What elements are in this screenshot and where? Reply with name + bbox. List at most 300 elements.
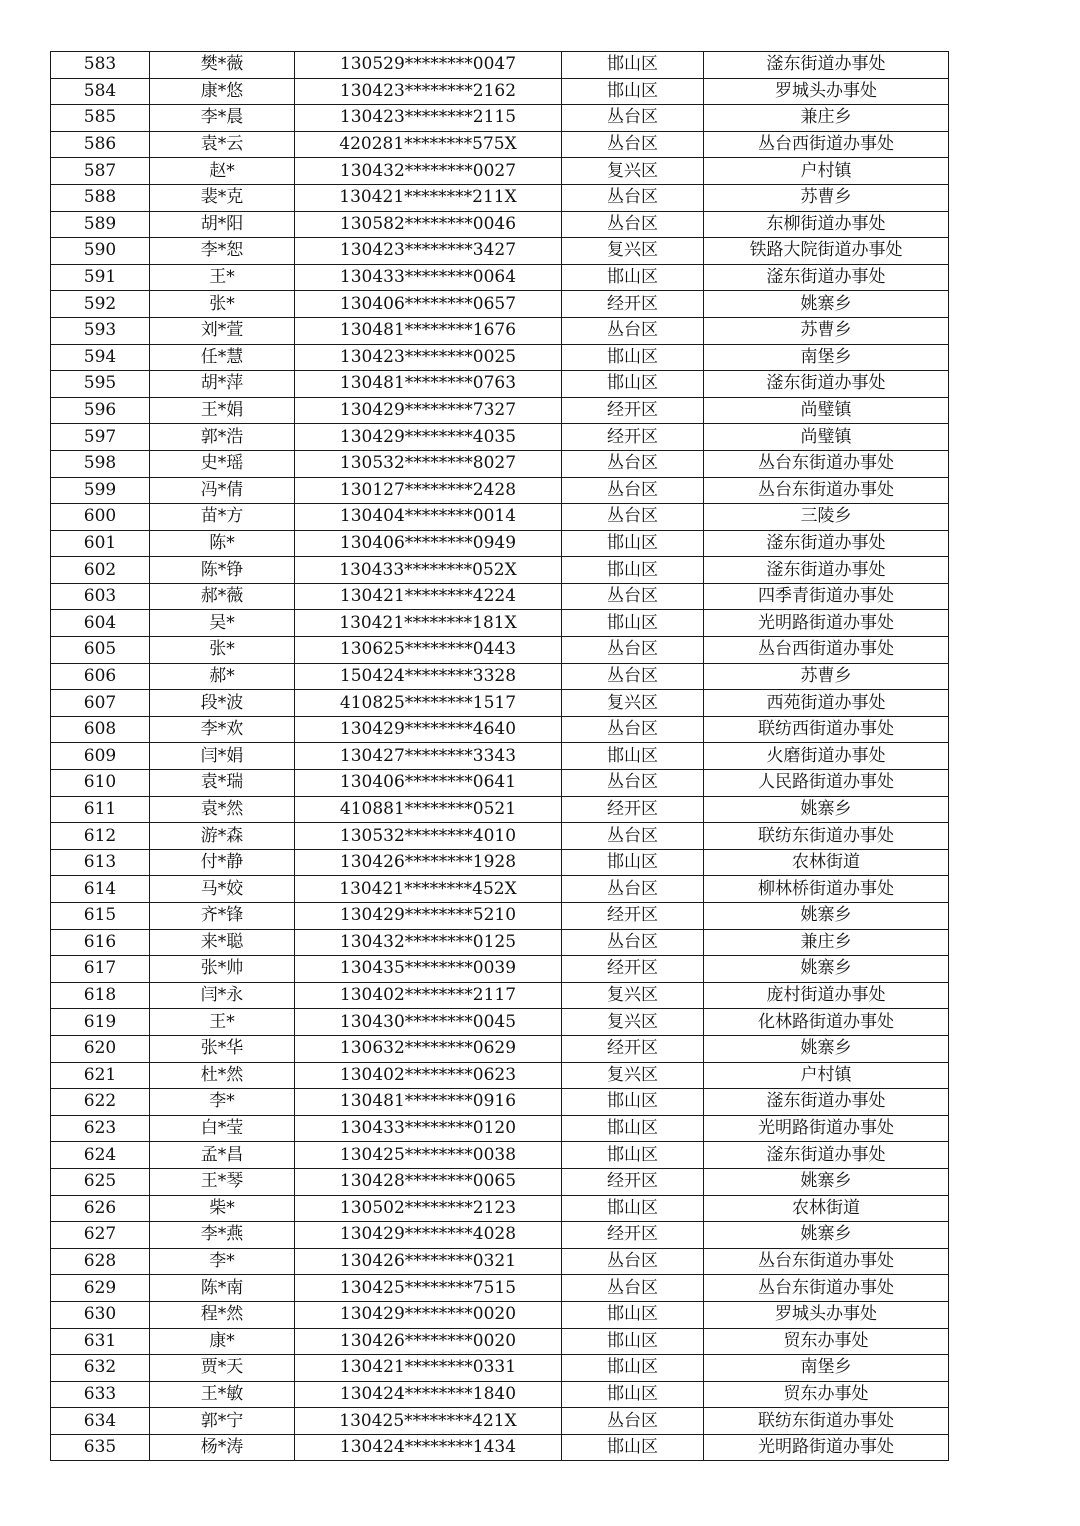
district-cell: 经开区 bbox=[562, 796, 704, 823]
table-row bbox=[51, 1248, 949, 1275]
row-number-cell: 586 bbox=[51, 131, 150, 158]
id-number-cell: 130433********052X bbox=[295, 557, 562, 584]
district-cell: 丛台区 bbox=[562, 211, 704, 238]
table-row bbox=[51, 317, 949, 344]
row-number-cell: 619 bbox=[51, 1009, 150, 1036]
name-cell: 樊*薇 bbox=[150, 52, 295, 79]
table-row bbox=[51, 397, 949, 424]
table-row bbox=[51, 211, 949, 238]
district-cell: 经开区 bbox=[562, 1222, 704, 1249]
name-cell: 李*晨 bbox=[150, 105, 295, 132]
table-row bbox=[51, 1009, 949, 1036]
row-number-cell: 601 bbox=[51, 530, 150, 557]
row-number-cell: 604 bbox=[51, 610, 150, 637]
table-row bbox=[51, 903, 949, 930]
district-cell: 丛台区 bbox=[562, 876, 704, 903]
district-cell: 邯山区 bbox=[562, 78, 704, 105]
name-cell: 孟*昌 bbox=[150, 1142, 295, 1169]
id-number-cell: 130429********5210 bbox=[295, 903, 562, 930]
row-number-cell: 585 bbox=[51, 105, 150, 132]
id-number-cell: 130429********4640 bbox=[295, 716, 562, 743]
table-row bbox=[51, 583, 949, 610]
name-cell: 李*恕 bbox=[150, 238, 295, 265]
name-cell: 齐*锋 bbox=[150, 903, 295, 930]
district-cell: 邯山区 bbox=[562, 743, 704, 770]
id-number-cell: 130481********0763 bbox=[295, 371, 562, 398]
table-row bbox=[51, 1355, 949, 1382]
id-number-cell: 130421********181X bbox=[295, 610, 562, 637]
district-cell: 邯山区 bbox=[562, 1328, 704, 1355]
table-row bbox=[51, 557, 949, 584]
row-number-cell: 589 bbox=[51, 211, 150, 238]
row-number-cell: 607 bbox=[51, 690, 150, 717]
subdistrict-cell: 兼庄乡 bbox=[704, 929, 949, 956]
subdistrict-cell: 化林路街道办事处 bbox=[704, 1009, 949, 1036]
name-cell: 李*燕 bbox=[150, 1222, 295, 1249]
name-cell: 杜*然 bbox=[150, 1062, 295, 1089]
name-cell: 康*悠 bbox=[150, 78, 295, 105]
subdistrict-cell: 户村镇 bbox=[704, 1062, 949, 1089]
id-number-cell: 130406********0641 bbox=[295, 770, 562, 797]
name-cell: 赵* bbox=[150, 158, 295, 185]
table-row bbox=[51, 796, 949, 823]
district-cell: 丛台区 bbox=[562, 770, 704, 797]
district-cell: 经开区 bbox=[562, 397, 704, 424]
district-cell: 丛台区 bbox=[562, 1275, 704, 1302]
district-cell: 丛台区 bbox=[562, 105, 704, 132]
subdistrict-cell: 姚寨乡 bbox=[704, 903, 949, 930]
id-number-cell: 130406********0949 bbox=[295, 530, 562, 557]
id-number-cell: 420281********575X bbox=[295, 131, 562, 158]
row-number-cell: 634 bbox=[51, 1408, 150, 1435]
id-number-cell: 130433********0064 bbox=[295, 264, 562, 291]
data-sheet bbox=[50, 51, 948, 1461]
district-cell: 邯山区 bbox=[562, 52, 704, 79]
subdistrict-cell: 滏东街道办事处 bbox=[704, 371, 949, 398]
row-number-cell: 584 bbox=[51, 78, 150, 105]
row-number-cell: 625 bbox=[51, 1168, 150, 1195]
district-cell: 复兴区 bbox=[562, 1009, 704, 1036]
row-number-cell: 592 bbox=[51, 291, 150, 318]
row-number-cell: 620 bbox=[51, 1035, 150, 1062]
subdistrict-cell: 尚璧镇 bbox=[704, 424, 949, 451]
name-cell: 李* bbox=[150, 1248, 295, 1275]
district-cell: 邯山区 bbox=[562, 530, 704, 557]
row-number-cell: 626 bbox=[51, 1195, 150, 1222]
subdistrict-cell: 滏东街道办事处 bbox=[704, 557, 949, 584]
row-number-cell: 611 bbox=[51, 796, 150, 823]
name-cell: 程*然 bbox=[150, 1301, 295, 1328]
row-number-cell: 622 bbox=[51, 1089, 150, 1116]
row-number-cell: 621 bbox=[51, 1062, 150, 1089]
id-number-cell: 130425********0038 bbox=[295, 1142, 562, 1169]
name-cell: 付*静 bbox=[150, 849, 295, 876]
id-number-cell: 130432********0027 bbox=[295, 158, 562, 185]
row-number-cell: 627 bbox=[51, 1222, 150, 1249]
district-cell: 丛台区 bbox=[562, 317, 704, 344]
table-row bbox=[51, 1301, 949, 1328]
table-row bbox=[51, 158, 949, 185]
table-row bbox=[51, 344, 949, 371]
id-number-cell: 130582********0046 bbox=[295, 211, 562, 238]
row-number-cell: 629 bbox=[51, 1275, 150, 1302]
name-cell: 游*森 bbox=[150, 823, 295, 850]
id-number-cell: 410881********0521 bbox=[295, 796, 562, 823]
name-cell: 陈* bbox=[150, 530, 295, 557]
district-cell: 邯山区 bbox=[562, 849, 704, 876]
table-row bbox=[51, 956, 949, 983]
table-row bbox=[51, 1168, 949, 1195]
row-number-cell: 628 bbox=[51, 1248, 150, 1275]
subdistrict-cell: 户村镇 bbox=[704, 158, 949, 185]
table-row bbox=[51, 504, 949, 531]
subdistrict-cell: 兼庄乡 bbox=[704, 105, 949, 132]
id-number-cell: 130404********0014 bbox=[295, 504, 562, 531]
name-cell: 冯*倩 bbox=[150, 477, 295, 504]
name-cell: 李* bbox=[150, 1089, 295, 1116]
id-number-cell: 130481********0916 bbox=[295, 1089, 562, 1116]
table-row bbox=[51, 184, 949, 211]
table-row bbox=[51, 78, 949, 105]
id-number-cell: 130502********2123 bbox=[295, 1195, 562, 1222]
district-cell: 邯山区 bbox=[562, 371, 704, 398]
subdistrict-cell: 联纺东街道办事处 bbox=[704, 1408, 949, 1435]
subdistrict-cell: 丛台西街道办事处 bbox=[704, 637, 949, 664]
table-row bbox=[51, 876, 949, 903]
table-row bbox=[51, 1222, 949, 1249]
subdistrict-cell: 南堡乡 bbox=[704, 344, 949, 371]
id-number-cell: 130402********0623 bbox=[295, 1062, 562, 1089]
row-number-cell: 624 bbox=[51, 1142, 150, 1169]
table-row bbox=[51, 291, 949, 318]
name-cell: 柴* bbox=[150, 1195, 295, 1222]
subdistrict-cell: 火磨街道办事处 bbox=[704, 743, 949, 770]
table-row bbox=[51, 716, 949, 743]
district-cell: 经开区 bbox=[562, 424, 704, 451]
row-number-cell: 633 bbox=[51, 1381, 150, 1408]
subdistrict-cell: 贸东办事处 bbox=[704, 1328, 949, 1355]
subdistrict-cell: 苏曹乡 bbox=[704, 184, 949, 211]
subdistrict-cell: 联纺西街道办事处 bbox=[704, 716, 949, 743]
table-row bbox=[51, 1381, 949, 1408]
district-cell: 复兴区 bbox=[562, 158, 704, 185]
subdistrict-cell: 四季青街道办事处 bbox=[704, 583, 949, 610]
name-cell: 史*瑶 bbox=[150, 450, 295, 477]
id-number-cell: 130433********0120 bbox=[295, 1115, 562, 1142]
id-number-cell: 130426********0321 bbox=[295, 1248, 562, 1275]
id-number-cell: 130423********2162 bbox=[295, 78, 562, 105]
district-cell: 丛台区 bbox=[562, 823, 704, 850]
row-number-cell: 610 bbox=[51, 770, 150, 797]
name-cell: 陈*南 bbox=[150, 1275, 295, 1302]
name-cell: 胡*萍 bbox=[150, 371, 295, 398]
row-number-cell: 603 bbox=[51, 583, 150, 610]
name-cell: 闫*娟 bbox=[150, 743, 295, 770]
id-number-cell: 130424********1434 bbox=[295, 1434, 562, 1461]
id-number-cell: 130632********0629 bbox=[295, 1035, 562, 1062]
name-cell: 袁*云 bbox=[150, 131, 295, 158]
district-cell: 丛台区 bbox=[562, 1408, 704, 1435]
district-cell: 复兴区 bbox=[562, 982, 704, 1009]
name-cell: 闫*永 bbox=[150, 982, 295, 1009]
subdistrict-cell: 姚寨乡 bbox=[704, 796, 949, 823]
table-row bbox=[51, 1275, 949, 1302]
id-number-cell: 130421********211X bbox=[295, 184, 562, 211]
subdistrict-cell: 南堡乡 bbox=[704, 1355, 949, 1382]
table-body bbox=[51, 52, 949, 1461]
row-number-cell: 609 bbox=[51, 743, 150, 770]
name-cell: 吴* bbox=[150, 610, 295, 637]
id-number-cell: 130425********7515 bbox=[295, 1275, 562, 1302]
district-cell: 邯山区 bbox=[562, 1142, 704, 1169]
name-cell: 苗*方 bbox=[150, 504, 295, 531]
district-cell: 邯山区 bbox=[562, 1381, 704, 1408]
subdistrict-cell: 东柳街道办事处 bbox=[704, 211, 949, 238]
table-row bbox=[51, 1089, 949, 1116]
district-cell: 丛台区 bbox=[562, 450, 704, 477]
table-row bbox=[51, 1195, 949, 1222]
table-row bbox=[51, 105, 949, 132]
district-cell: 邯山区 bbox=[562, 1195, 704, 1222]
subdistrict-cell: 滏东街道办事处 bbox=[704, 1089, 949, 1116]
id-number-cell: 130421********4224 bbox=[295, 583, 562, 610]
name-cell: 袁*瑞 bbox=[150, 770, 295, 797]
id-number-cell: 130429********4028 bbox=[295, 1222, 562, 1249]
id-number-cell: 130428********0065 bbox=[295, 1168, 562, 1195]
table-row bbox=[51, 530, 949, 557]
row-number-cell: 593 bbox=[51, 317, 150, 344]
district-cell: 丛台区 bbox=[562, 477, 704, 504]
district-cell: 丛台区 bbox=[562, 663, 704, 690]
id-number-cell: 130529********0047 bbox=[295, 52, 562, 79]
row-number-cell: 602 bbox=[51, 557, 150, 584]
row-number-cell: 597 bbox=[51, 424, 150, 451]
table-row bbox=[51, 929, 949, 956]
row-number-cell: 605 bbox=[51, 637, 150, 664]
subdistrict-cell: 丛台东街道办事处 bbox=[704, 1248, 949, 1275]
row-number-cell: 631 bbox=[51, 1328, 150, 1355]
row-number-cell: 632 bbox=[51, 1355, 150, 1382]
table-row bbox=[51, 450, 949, 477]
row-number-cell: 598 bbox=[51, 450, 150, 477]
id-number-cell: 130426********1928 bbox=[295, 849, 562, 876]
district-cell: 邯山区 bbox=[562, 264, 704, 291]
name-cell: 王*敏 bbox=[150, 1381, 295, 1408]
district-cell: 经开区 bbox=[562, 956, 704, 983]
id-number-cell: 130424********1840 bbox=[295, 1381, 562, 1408]
name-cell: 袁*然 bbox=[150, 796, 295, 823]
row-number-cell: 590 bbox=[51, 238, 150, 265]
id-number-cell: 130127********2428 bbox=[295, 477, 562, 504]
district-cell: 丛台区 bbox=[562, 504, 704, 531]
row-number-cell: 618 bbox=[51, 982, 150, 1009]
row-number-cell: 595 bbox=[51, 371, 150, 398]
table-row bbox=[51, 770, 949, 797]
id-number-cell: 130423********3427 bbox=[295, 238, 562, 265]
table-row bbox=[51, 264, 949, 291]
name-cell: 王*琴 bbox=[150, 1168, 295, 1195]
subdistrict-cell: 农林街道 bbox=[704, 1195, 949, 1222]
id-number-cell: 130430********0045 bbox=[295, 1009, 562, 1036]
district-cell: 复兴区 bbox=[562, 1062, 704, 1089]
table-row bbox=[51, 52, 949, 79]
subdistrict-cell: 姚寨乡 bbox=[704, 956, 949, 983]
id-number-cell: 130429********4035 bbox=[295, 424, 562, 451]
district-cell: 丛台区 bbox=[562, 583, 704, 610]
id-number-cell: 130432********0125 bbox=[295, 929, 562, 956]
name-cell: 李*欢 bbox=[150, 716, 295, 743]
row-number-cell: 594 bbox=[51, 344, 150, 371]
name-cell: 王* bbox=[150, 1009, 295, 1036]
row-number-cell: 600 bbox=[51, 504, 150, 531]
id-number-cell: 130423********0025 bbox=[295, 344, 562, 371]
id-number-cell: 130421********452X bbox=[295, 876, 562, 903]
name-cell: 贾*天 bbox=[150, 1355, 295, 1382]
table-row bbox=[51, 424, 949, 451]
district-cell: 邯山区 bbox=[562, 1434, 704, 1461]
name-cell: 张* bbox=[150, 637, 295, 664]
row-number-cell: 614 bbox=[51, 876, 150, 903]
district-cell: 邯山区 bbox=[562, 344, 704, 371]
subdistrict-cell: 姚寨乡 bbox=[704, 291, 949, 318]
subdistrict-cell: 三陵乡 bbox=[704, 504, 949, 531]
name-cell: 杨*涛 bbox=[150, 1434, 295, 1461]
row-number-cell: 606 bbox=[51, 663, 150, 690]
table-row bbox=[51, 477, 949, 504]
subdistrict-cell: 西苑街道办事处 bbox=[704, 690, 949, 717]
id-number-cell: 130423********2115 bbox=[295, 105, 562, 132]
table-row bbox=[51, 238, 949, 265]
table-row bbox=[51, 637, 949, 664]
district-cell: 经开区 bbox=[562, 291, 704, 318]
table-row bbox=[51, 663, 949, 690]
subdistrict-cell: 联纺东街道办事处 bbox=[704, 823, 949, 850]
name-cell: 胡*阳 bbox=[150, 211, 295, 238]
row-number-cell: 612 bbox=[51, 823, 150, 850]
table-row bbox=[51, 690, 949, 717]
name-cell: 任*慧 bbox=[150, 344, 295, 371]
district-cell: 邯山区 bbox=[562, 1355, 704, 1382]
id-number-cell: 130481********1676 bbox=[295, 317, 562, 344]
subdistrict-cell: 贸东办事处 bbox=[704, 1381, 949, 1408]
table-row bbox=[51, 1434, 949, 1461]
row-number-cell: 635 bbox=[51, 1434, 150, 1461]
name-cell: 马*姣 bbox=[150, 876, 295, 903]
district-cell: 丛台区 bbox=[562, 184, 704, 211]
district-cell: 经开区 bbox=[562, 1168, 704, 1195]
row-number-cell: 630 bbox=[51, 1301, 150, 1328]
name-cell: 张*华 bbox=[150, 1035, 295, 1062]
table-row bbox=[51, 131, 949, 158]
district-cell: 复兴区 bbox=[562, 238, 704, 265]
district-cell: 邯山区 bbox=[562, 1301, 704, 1328]
row-number-cell: 588 bbox=[51, 184, 150, 211]
name-cell: 郭*浩 bbox=[150, 424, 295, 451]
subdistrict-cell: 人民路街道办事处 bbox=[704, 770, 949, 797]
id-number-cell: 130532********8027 bbox=[295, 450, 562, 477]
table-row bbox=[51, 743, 949, 770]
subdistrict-cell: 农林街道 bbox=[704, 849, 949, 876]
subdistrict-cell: 滏东街道办事处 bbox=[704, 264, 949, 291]
table-row bbox=[51, 610, 949, 637]
name-cell: 陈*铮 bbox=[150, 557, 295, 584]
district-cell: 邯山区 bbox=[562, 610, 704, 637]
row-number-cell: 596 bbox=[51, 397, 150, 424]
row-number-cell: 615 bbox=[51, 903, 150, 930]
district-cell: 经开区 bbox=[562, 1035, 704, 1062]
name-cell: 刘*萱 bbox=[150, 317, 295, 344]
subdistrict-cell: 光明路街道办事处 bbox=[704, 1115, 949, 1142]
row-number-cell: 613 bbox=[51, 849, 150, 876]
name-cell: 王* bbox=[150, 264, 295, 291]
subdistrict-cell: 庞村街道办事处 bbox=[704, 982, 949, 1009]
district-cell: 邯山区 bbox=[562, 1115, 704, 1142]
district-cell: 丛台区 bbox=[562, 131, 704, 158]
table-row bbox=[51, 1062, 949, 1089]
subdistrict-cell: 丛台东街道办事处 bbox=[704, 450, 949, 477]
id-number-cell: 150424********3328 bbox=[295, 663, 562, 690]
table-row bbox=[51, 1328, 949, 1355]
subdistrict-cell: 罗城头办事处 bbox=[704, 1301, 949, 1328]
id-number-cell: 130421********0331 bbox=[295, 1355, 562, 1382]
id-number-cell: 130426********0020 bbox=[295, 1328, 562, 1355]
name-cell: 张*帅 bbox=[150, 956, 295, 983]
name-cell: 来*聪 bbox=[150, 929, 295, 956]
subdistrict-cell: 光明路街道办事处 bbox=[704, 1434, 949, 1461]
row-number-cell: 608 bbox=[51, 716, 150, 743]
row-number-cell: 617 bbox=[51, 956, 150, 983]
name-cell: 郭*宁 bbox=[150, 1408, 295, 1435]
subdistrict-cell: 丛台东街道办事处 bbox=[704, 477, 949, 504]
table-row bbox=[51, 371, 949, 398]
table-row bbox=[51, 1035, 949, 1062]
subdistrict-cell: 滏东街道办事处 bbox=[704, 530, 949, 557]
subdistrict-cell: 滏东街道办事处 bbox=[704, 52, 949, 79]
id-number-cell: 130427********3343 bbox=[295, 743, 562, 770]
subdistrict-cell: 罗城头办事处 bbox=[704, 78, 949, 105]
name-cell: 王*娟 bbox=[150, 397, 295, 424]
subdistrict-cell: 姚寨乡 bbox=[704, 1035, 949, 1062]
id-number-cell: 130625********0443 bbox=[295, 637, 562, 664]
subdistrict-cell: 丛台东街道办事处 bbox=[704, 1275, 949, 1302]
id-number-cell: 130402********2117 bbox=[295, 982, 562, 1009]
table-row bbox=[51, 982, 949, 1009]
district-cell: 邯山区 bbox=[562, 1089, 704, 1116]
subdistrict-cell: 姚寨乡 bbox=[704, 1222, 949, 1249]
subdistrict-cell: 苏曹乡 bbox=[704, 317, 949, 344]
subdistrict-cell: 尚璧镇 bbox=[704, 397, 949, 424]
table-row bbox=[51, 1115, 949, 1142]
row-number-cell: 583 bbox=[51, 52, 150, 79]
district-cell: 复兴区 bbox=[562, 690, 704, 717]
row-number-cell: 616 bbox=[51, 929, 150, 956]
id-number-cell: 130532********4010 bbox=[295, 823, 562, 850]
district-cell: 经开区 bbox=[562, 903, 704, 930]
row-number-cell: 599 bbox=[51, 477, 150, 504]
table-row bbox=[51, 823, 949, 850]
table-row bbox=[51, 849, 949, 876]
name-cell: 郝* bbox=[150, 663, 295, 690]
row-number-cell: 591 bbox=[51, 264, 150, 291]
row-number-cell: 587 bbox=[51, 158, 150, 185]
name-cell: 段*波 bbox=[150, 690, 295, 717]
id-number-cell: 130435********0039 bbox=[295, 956, 562, 983]
id-number-cell: 410825********1517 bbox=[295, 690, 562, 717]
district-cell: 丛台区 bbox=[562, 637, 704, 664]
id-number-cell: 130429********7327 bbox=[295, 397, 562, 424]
table-row bbox=[51, 1142, 949, 1169]
subdistrict-cell: 姚寨乡 bbox=[704, 1168, 949, 1195]
